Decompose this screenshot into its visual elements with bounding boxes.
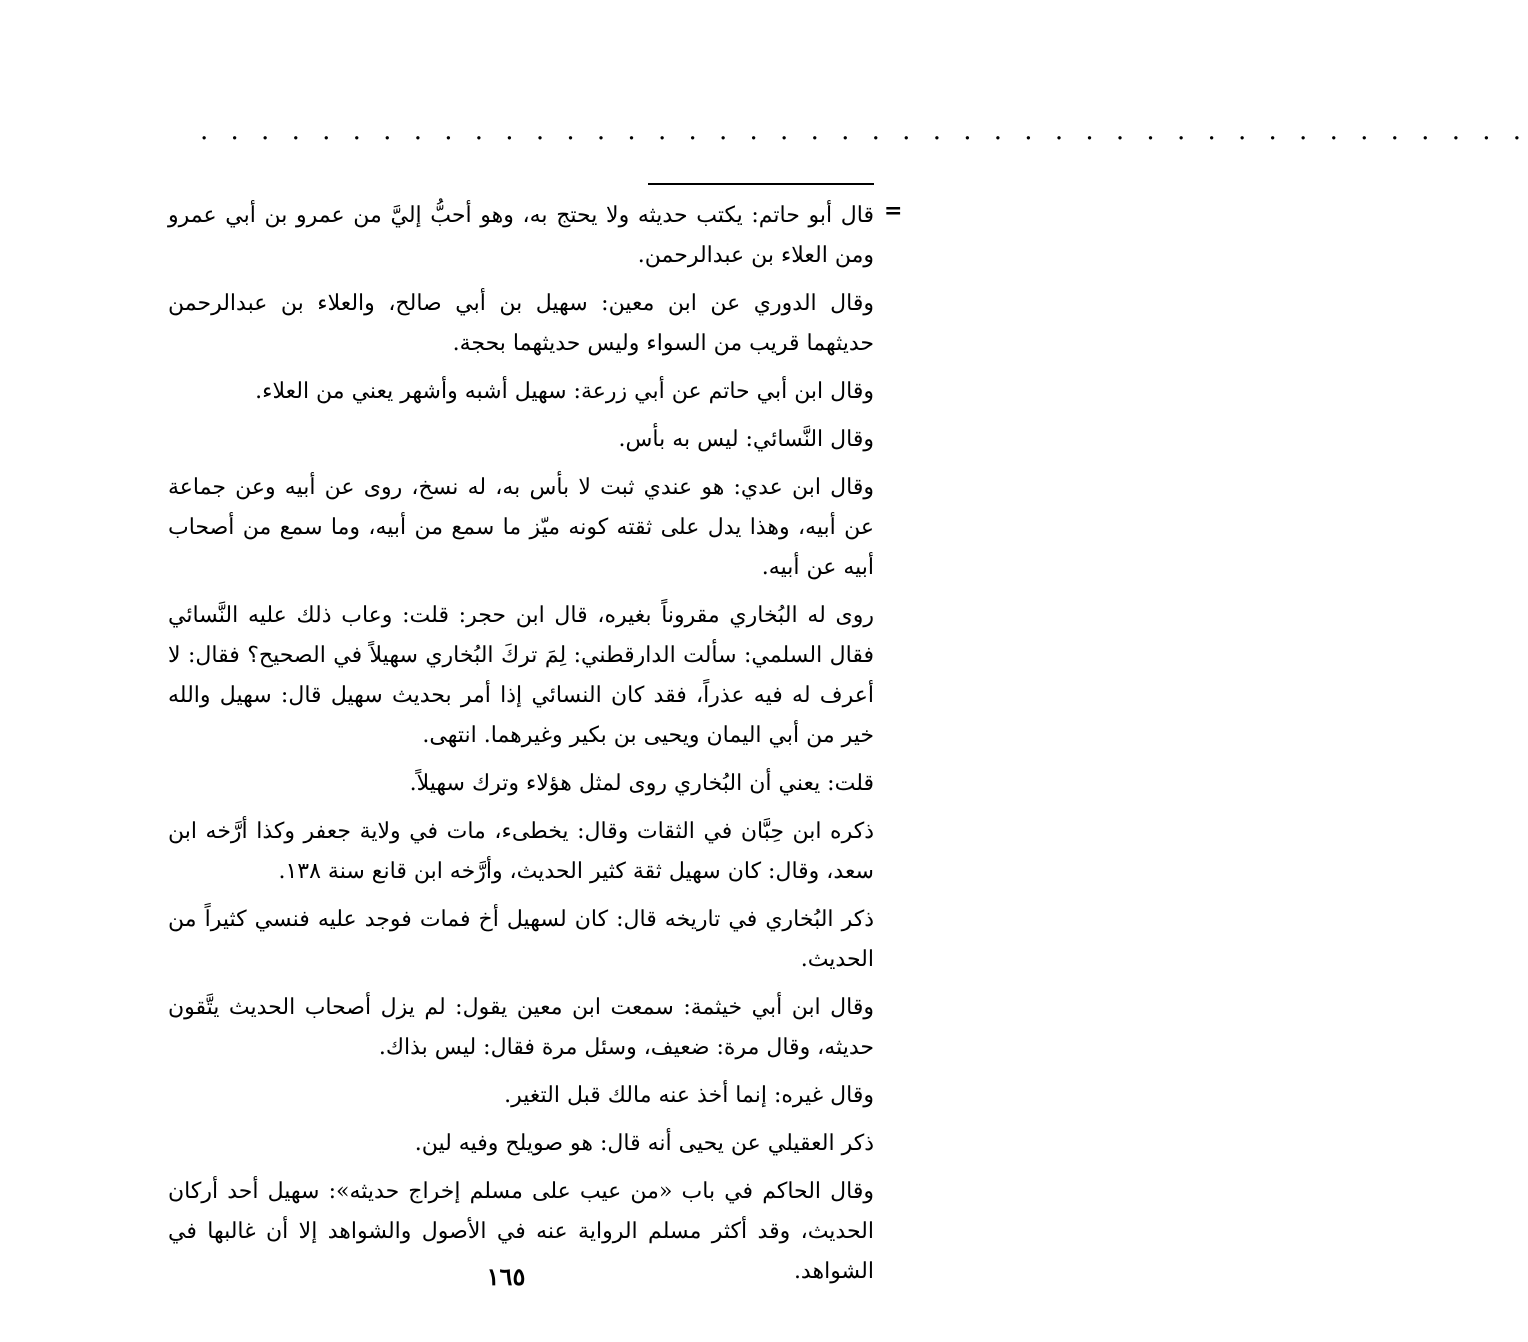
paragraph-hakim: وقال الحاكم في باب «من عيب على مسلم إخراج حديثه»: سهيل أحد أركان الحديث، وقد أكثر مسلم الرواية عنه في الأصول والشواهد إلا أن غالبها في الشواهد.: [168, 1179, 874, 1284]
paragraph-qultu: قلت: يعني أن البُخاري روى لمثل هؤلاء وترك سهيلاً.: [409, 771, 874, 796]
paragraph-bukhari-salami: روى له البُخاري مقروناً بغيره، قال ابن حجر: قلت: وعاب ذلك عليه النَّسائي فقال السلمي: سألت الدارقطني: لِمَ تركَ البُخاري سهيلاً في الصحيح؟ فقال: لا أعرف له فيه عذراً، فقد كان النسائي إذا أمر بحديث سهيل قال: سهيل والله خير من أبي اليمان ويحيى بن بكير وغيرهما. انتهى.: [168, 603, 874, 748]
paragraph-uqayli: ذكر العقيلي عن يحيى أنه قال: هو صويلح وفيه لين.: [414, 1131, 874, 1156]
paragraph-abu-hatim: قال أبو حاتم: يكتب حديثه ولا يحتج به، وهو أحبُّ إليَّ من عمرو بن أبي عمرو ومن العلاء بن عبدالرحمن.: [168, 203, 874, 268]
paragraph-duri: وقال الدوري عن ابن معين: سهيل بن أبي صالح، والعلاء بن عبدالرحمن حديثهما قريب من السواء وليس حديثهما بحجة.: [168, 291, 874, 356]
continuation-mark: =: [884, 198, 903, 224]
paragraph-ghayruhu: وقال غيره: إنما أخذ عنه مالك قبل التغير.: [504, 1083, 874, 1108]
paragraph-ibn-abi-khaythama: وقال ابن أبي خيثمة: سمعت ابن معين يقول: لم يزل أصحاب الحديث يتَّقون حديثه، وقال مرة: ضعيف، وسئل مرة فقال: ليس بذاك.: [168, 995, 874, 1060]
paragraph-abu-zura: وقال ابن أبي حاتم عن أبي زرعة: سهيل أشبه وأشهر يعني من العلاء.: [255, 379, 874, 404]
paragraph-bukhari-tarikh: ذكر البُخاري في تاريخه قال: كان لسهيل أخ فمات فوجد عليه فنسي كثيراً من الحديث.: [168, 907, 874, 972]
top-dotted-separator: . . . . . . . . . . . . . . . . . . . . . . . . . . . . . . . . . . . . . . . . . . . .: [200, 116, 1528, 146]
paragraph-ibn-adi: وقال ابن عدي: هو عندي ثبت لا بأس به، له نسخ، روى عن أبيه وعن جماعة عن أبيه، وهذا يدل على ثقته كونه ميّز ما سمع من أبيه، وما سمع من أصحاب أبيه عن أبيه.: [168, 475, 874, 580]
paragraph-ibn-hibban: ذكره ابن حِبَّان في الثقات وقال: يخطىء، مات في ولاية جعفر وكذا أرَّخه ابن سعد، وقال: كان سهيل ثقة كثير الحديث، وأرَّخه ابن قانع سنة ١٣٨.: [168, 819, 874, 884]
paragraph-nasai: وقال النَّسائي: ليس به بأس.: [618, 427, 874, 452]
footnote-rule: [648, 183, 874, 185]
page-number: ١٦٥: [486, 1262, 526, 1291]
footnote-text: [168, 196, 874, 1300]
